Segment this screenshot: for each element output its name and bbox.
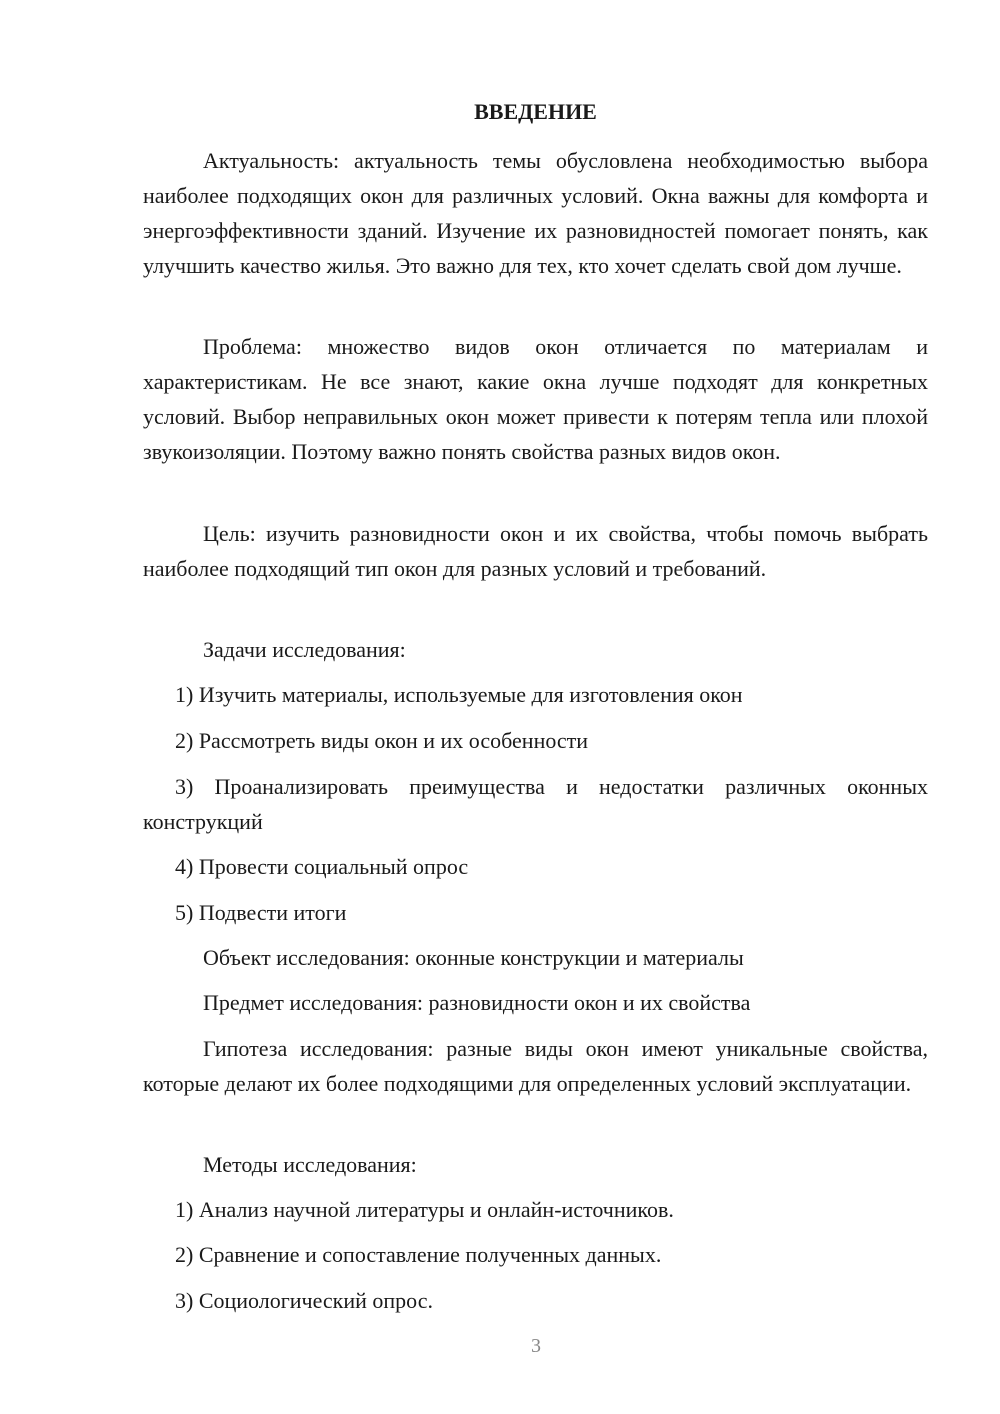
method-item: 2) Сравнение и сопоставление полученных данных.: [175, 1242, 662, 1267]
page-title: ВВЕДЕНИЕ: [474, 99, 597, 124]
method-item: 3) Социологический опрос.: [175, 1288, 433, 1313]
task-item: 1) Изучить материалы, используемые для изготовления окон: [175, 682, 743, 707]
subject-paragraph: Предмет исследования: разновидности окон и их свойства: [203, 990, 751, 1015]
problem-paragraph: Проблема: множество видов окон отличается по материалам и характеристикам. Не все знают, какие окна лучше подходят для конкретных условий. Выбор неправильных окон может привести к потерям тепла или плохой звукоизоляции. Поэтому важно понять свойства разных видов окон.: [143, 334, 928, 464]
methods-heading: Методы исследования:: [203, 1152, 417, 1177]
tasks-heading: Задачи исследования:: [203, 637, 406, 662]
object-paragraph: Объект исследования: оконные конструкции и материалы: [203, 945, 744, 970]
goal-paragraph: Цель: изучить разновидности окон и их свойства, чтобы помочь выбрать наиболее подходящий тип окон для разных условий и требований.: [143, 521, 928, 581]
task-item: 5) Подвести итоги: [175, 900, 347, 925]
task-item: 4) Провести социальный опрос: [175, 854, 469, 879]
task-item: 2) Рассмотреть виды окон и их особенности: [175, 728, 589, 753]
hypothesis-paragraph: Гипотеза исследования: разные виды окон имеют уникальные свойства, которые делают их более подходящими для определенных условий эксплуатации.: [143, 1036, 928, 1096]
page-number: 3: [531, 1335, 541, 1357]
actuality-paragraph: Актуальность: актуальность темы обусловлена необходимостью выбора наиболее подходящих окон для различных условий. Окна важны для комфорта и энергоэффективности зданий. Изучение их разновидностей помогает понять, как улучшить качество жилья. Это важно для тех, кто хочет сделать свой дом лучше.: [143, 148, 928, 278]
method-item: 1) Анализ научной литературы и онлайн-источников.: [175, 1197, 674, 1222]
task-item: 3) Проанализировать преимущества и недостатки различных оконных конструкций: [143, 774, 928, 834]
